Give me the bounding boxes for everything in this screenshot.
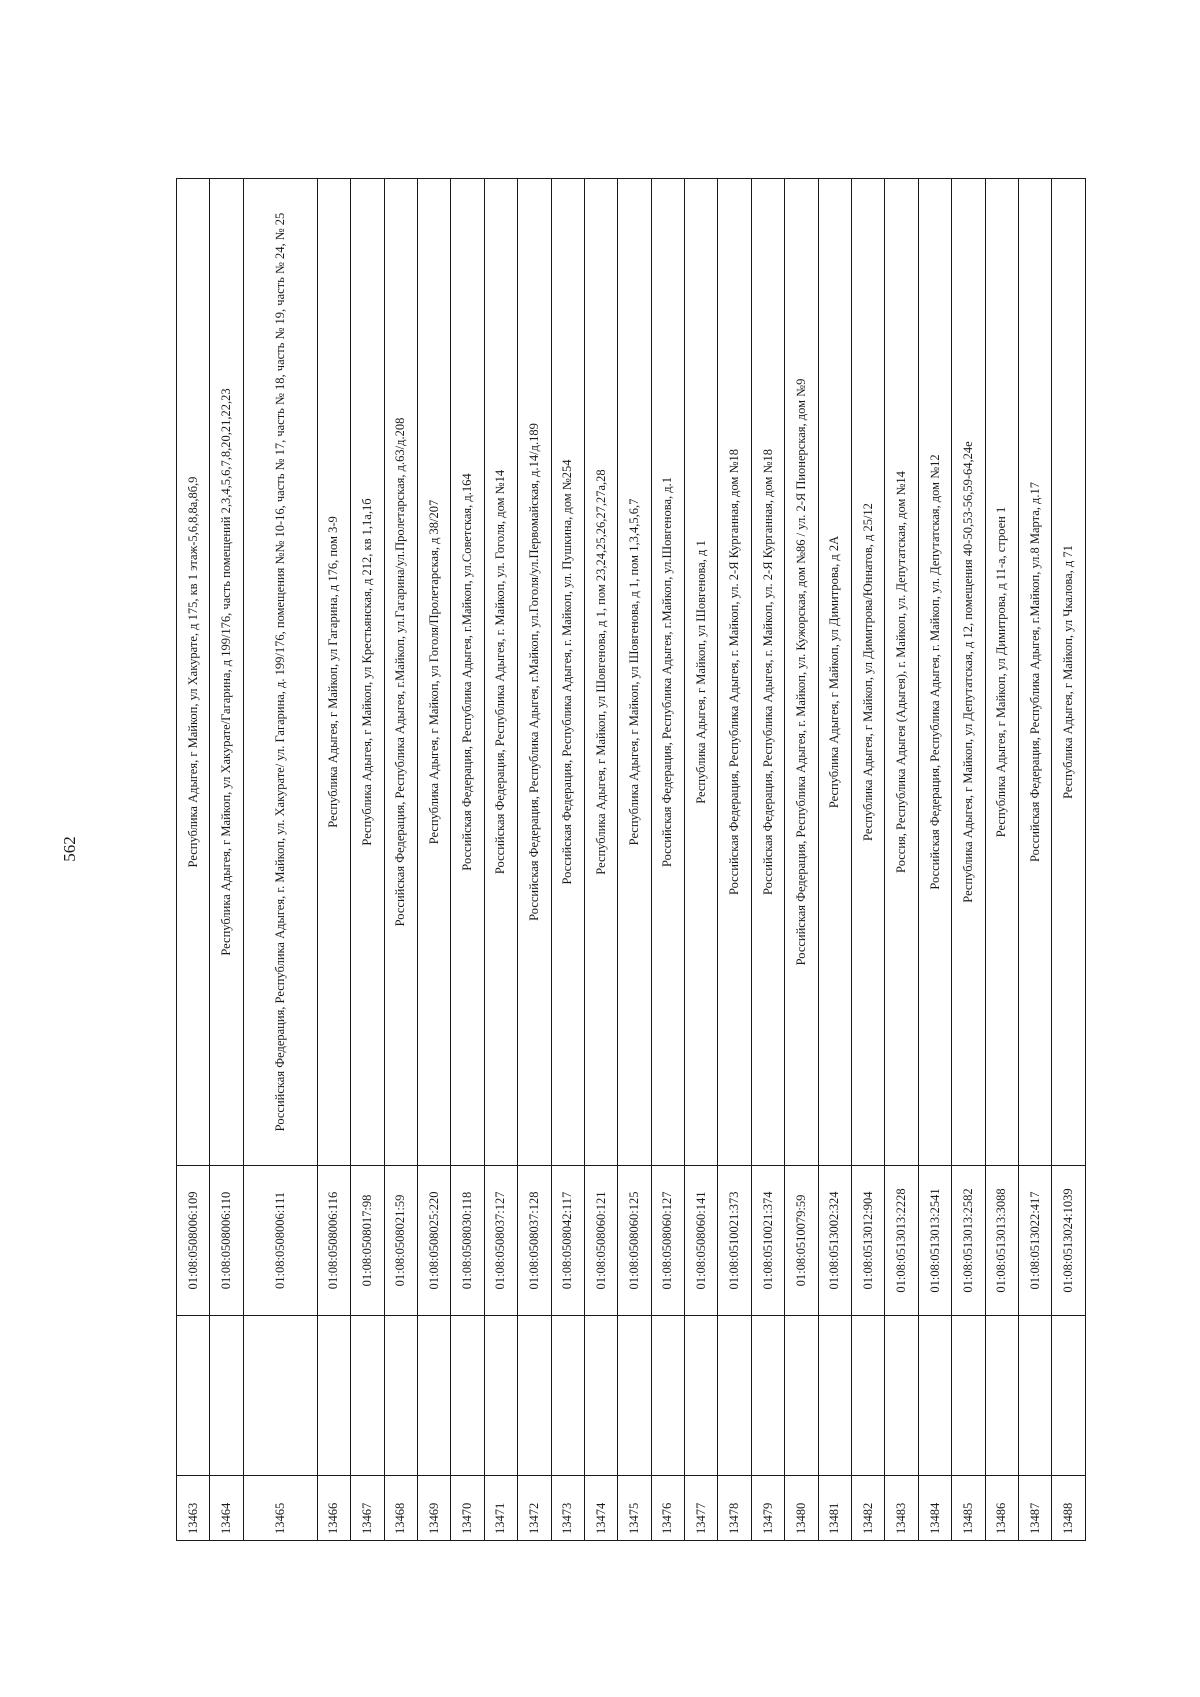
address-cell: Российская Федерация, Республика Адыгея, г.Майкоп, ул.Гагарина/ул.Пролетарская, д.63/д.208: [384, 179, 417, 1166]
empty-cell: [818, 1316, 851, 1476]
row-number-cell: 13477: [685, 1476, 718, 1541]
table-row: [384, 179, 417, 1541]
empty-cell: [651, 1316, 684, 1476]
empty-cell: [451, 1316, 484, 1476]
row-number-cell: 13480: [785, 1476, 818, 1541]
row-number-cell: 13469: [417, 1476, 450, 1541]
table-row: [718, 179, 751, 1541]
cadastral-number-cell: 01:08:0513022:417: [1019, 1166, 1052, 1316]
registry-table-body: [177, 179, 1086, 1541]
table-row: [685, 179, 718, 1541]
table-row: [177, 179, 210, 1541]
cadastral-number-cell: 01:08:0513013:2228: [885, 1166, 918, 1316]
address-cell: Российская Федерация, Республика Адыгея, г.Майкоп, ул.Советская, д.164: [451, 179, 484, 1166]
cadastral-number-cell: 01:08:0510079:59: [785, 1166, 818, 1316]
cadastral-number-cell: 01:08:0508030:118: [451, 1166, 484, 1316]
address-cell: Российская Федерация, Республика Адыгея, г.Майкоп, ул.8 Марта, д.17: [1019, 179, 1052, 1166]
table-row: [651, 179, 684, 1541]
cadastral-number-cell: 01:08:0510021:373: [718, 1166, 751, 1316]
table-row: [818, 179, 851, 1541]
empty-cell: [484, 1316, 517, 1476]
empty-cell: [852, 1316, 885, 1476]
table-row: [317, 179, 350, 1541]
table-row: [351, 179, 384, 1541]
empty-cell: [518, 1316, 551, 1476]
cadastral-number-cell: 01:08:0508017:98: [351, 1166, 384, 1316]
cadastral-number-cell: 01:08:0508042:117: [551, 1166, 584, 1316]
row-number-cell: 13467: [351, 1476, 384, 1541]
cadastral-number-cell: 01:08:0508006:111: [243, 1166, 317, 1316]
cadastral-number-cell: 01:08:0508060:121: [584, 1166, 617, 1316]
table-row: [551, 179, 584, 1541]
row-number-cell: 13485: [952, 1476, 985, 1541]
empty-cell: [685, 1316, 718, 1476]
cadastral-number-cell: 01:08:0513012:904: [852, 1166, 885, 1316]
table-row: [952, 179, 985, 1541]
table-row: [518, 179, 551, 1541]
address-cell: Республика Адыгея, г Майкоп, ул Депутатская, д 12, помещения 40-50,53-56,59-64,24е: [952, 179, 985, 1166]
empty-cell: [210, 1316, 243, 1476]
address-cell: Республика Адыгея, г Майкоп, ул Димитрова, д 2А: [818, 179, 851, 1166]
table-row: [1019, 179, 1052, 1541]
address-cell: Республика Адыгея, г Майкоп, ул Шовгенова, д 1, пом 1,3,4,5,6,7: [618, 179, 651, 1166]
cadastral-number-cell: 01:08:0513013:3088: [985, 1166, 1018, 1316]
row-number-cell: 13475: [618, 1476, 651, 1541]
cadastral-number-cell: 01:08:0508006:109: [177, 1166, 210, 1316]
table-row: [584, 179, 617, 1541]
cadastral-number-cell: 01:08:0508037:127: [484, 1166, 517, 1316]
address-cell: Российская Федерация, Республика Адыгея, г. Майкоп, ул. Депутатская, дом №12: [918, 179, 951, 1166]
table-row: [417, 179, 450, 1541]
cadastral-number-cell: 01:08:0508060:125: [618, 1166, 651, 1316]
address-cell: Республика Адыгея, г Майкоп, ул Хакурате, д 175, кв 1 этаж-5,6,8,8а,8б,9: [177, 179, 210, 1166]
empty-cell: [551, 1316, 584, 1476]
cadastral-number-cell: 01:08:0508021:59: [384, 1166, 417, 1316]
rotated-table-wrapper: [176, 179, 1086, 1541]
address-cell: Российская Федерация, Республика Адыгея, г. Майкоп, ул. Хакурате/ ул. Гагарина, д. 199/176, помещения №№ 10-16, часть № 17, часть № 18, часть № 19, часть № 24, № 25: [243, 179, 317, 1166]
address-cell: Российская Федерация, Республика Адыгея, г.Майкоп, ул.Шовгенова, д.1: [651, 179, 684, 1166]
row-number-cell: 13484: [918, 1476, 951, 1541]
row-number-cell: 13473: [551, 1476, 584, 1541]
address-cell: Российская Федерация, Республика Адыгея, г.Майкоп, ул.Гоголя/ул.Первомайская, д.14/д.189: [518, 179, 551, 1166]
row-number-cell: 13481: [818, 1476, 851, 1541]
row-number-cell: 13486: [985, 1476, 1018, 1541]
row-number-cell: 13465: [243, 1476, 317, 1541]
table-row: [751, 179, 784, 1541]
row-number-cell: 13478: [718, 1476, 751, 1541]
cadastral-number-cell: 01:08:0513024:1039: [1052, 1166, 1086, 1316]
row-number-cell: 13463: [177, 1476, 210, 1541]
empty-cell: [317, 1316, 350, 1476]
empty-cell: [718, 1316, 751, 1476]
cadastral-number-cell: 01:08:0508060:141: [685, 1166, 718, 1316]
empty-cell: [618, 1316, 651, 1476]
address-cell: Россия, Республика Адыгея (Адыгея), г. Майкоп, ул. Депутатская, дом №14: [885, 179, 918, 1166]
cadastral-number-cell: 01:08:0508025:220: [417, 1166, 450, 1316]
empty-cell: [584, 1316, 617, 1476]
empty-cell: [243, 1316, 317, 1476]
table-row: [243, 179, 317, 1541]
address-cell: Республика Адыгея, г Майкоп, ул Хакурате/Гагарина, д 199/176, часть помещений 2,3,4,5,6,7,8,20,21,22,23: [210, 179, 243, 1166]
address-cell: Республика Адыгея, г Майкоп, ул Гагарина, д 176, пом 3-9: [317, 179, 350, 1166]
address-cell: Республика Адыгея, г Майкоп, ул Димитрова, д 11-а, строен 1: [985, 179, 1018, 1166]
table-row: [210, 179, 243, 1541]
cadastral-number-cell: 01:08:0513013:2541: [918, 1166, 951, 1316]
cadastral-number-cell: 01:08:0508006:110: [210, 1166, 243, 1316]
empty-cell: [384, 1316, 417, 1476]
row-number-cell: 13466: [317, 1476, 350, 1541]
empty-cell: [785, 1316, 818, 1476]
row-number-cell: 13472: [518, 1476, 551, 1541]
address-cell: Республика Адыгея, г Майкоп, ул Чкалова, д 71: [1052, 179, 1086, 1166]
cadastral-number-cell: 01:08:0510021:374: [751, 1166, 784, 1316]
address-cell: Республика Адыгея, г Майкоп, ул Димитрова/Юннатов, д 25/12: [852, 179, 885, 1166]
empty-cell: [1019, 1316, 1052, 1476]
address-cell: Российская Федерация, Республика Адыгея, г. Майкоп, ул. 2-Я Курганная, дом №18: [718, 179, 751, 1166]
table-row: [484, 179, 517, 1541]
row-number-cell: 13487: [1019, 1476, 1052, 1541]
empty-cell: [1052, 1316, 1086, 1476]
cadastral-number-cell: 01:08:0513002:324: [818, 1166, 851, 1316]
empty-cell: [985, 1316, 1018, 1476]
cadastral-number-cell: 01:08:0513013:2582: [952, 1166, 985, 1316]
cadastral-number-cell: 01:08:0508060:127: [651, 1166, 684, 1316]
address-cell: Российская Федерация, Республика Адыгея, г. Майкоп, ул. Гоголя, дом №14: [484, 179, 517, 1166]
address-cell: Республика Адыгея, г Майкоп, ул Шовгенова, д 1: [685, 179, 718, 1166]
row-number-cell: 13464: [210, 1476, 243, 1541]
empty-cell: [351, 1316, 384, 1476]
row-number-cell: 13476: [651, 1476, 684, 1541]
empty-cell: [417, 1316, 450, 1476]
registry-table: [176, 178, 1086, 1541]
table-row: [618, 179, 651, 1541]
cadastral-number-cell: 01:08:0508037:128: [518, 1166, 551, 1316]
row-number-cell: 13482: [852, 1476, 885, 1541]
address-cell: Республика Адыгея, г Майкоп, ул Шовгенова, д 1, пом 23,24,25,26,27,27а,28: [584, 179, 617, 1166]
empty-cell: [918, 1316, 951, 1476]
empty-cell: [177, 1316, 210, 1476]
row-number-cell: 13488: [1052, 1476, 1086, 1541]
cadastral-number-cell: 01:08:0508006:116: [317, 1166, 350, 1316]
row-number-cell: 13470: [451, 1476, 484, 1541]
address-cell: Российская Федерация, Республика Адыгея, г. Майкоп, ул. Кужорская, дом №86 / ул. 2-Я Пионерская, дом №9: [785, 179, 818, 1166]
table-row: [1052, 179, 1086, 1541]
address-cell: Республика Адыгея, г Майкоп, ул Крестьянская, д 212, кв 1,1а,1б: [351, 179, 384, 1166]
table-row: [852, 179, 885, 1541]
row-number-cell: 13483: [885, 1476, 918, 1541]
empty-cell: [952, 1316, 985, 1476]
page-number: 562: [60, 836, 79, 862]
table-row: [785, 179, 818, 1541]
empty-cell: [885, 1316, 918, 1476]
address-cell: Республика Адыгея, г Майкоп, ул Гоголя/Пролетарская, д 38/207: [417, 179, 450, 1166]
address-cell: Российская Федерация, Республика Адыгея, г. Майкоп, ул. Пушкина, дом №254: [551, 179, 584, 1166]
empty-cell: [751, 1316, 784, 1476]
address-cell: Российская Федерация, Республика Адыгея, г. Майкоп, ул. 2-Я Курганная, дом №18: [751, 179, 784, 1166]
table-row: [451, 179, 484, 1541]
row-number-cell: 13479: [751, 1476, 784, 1541]
table-row: [885, 179, 918, 1541]
row-number-cell: 13474: [584, 1476, 617, 1541]
row-number-cell: 13468: [384, 1476, 417, 1541]
table-row: [918, 179, 951, 1541]
row-number-cell: 13471: [484, 1476, 517, 1541]
table-row: [985, 179, 1018, 1541]
